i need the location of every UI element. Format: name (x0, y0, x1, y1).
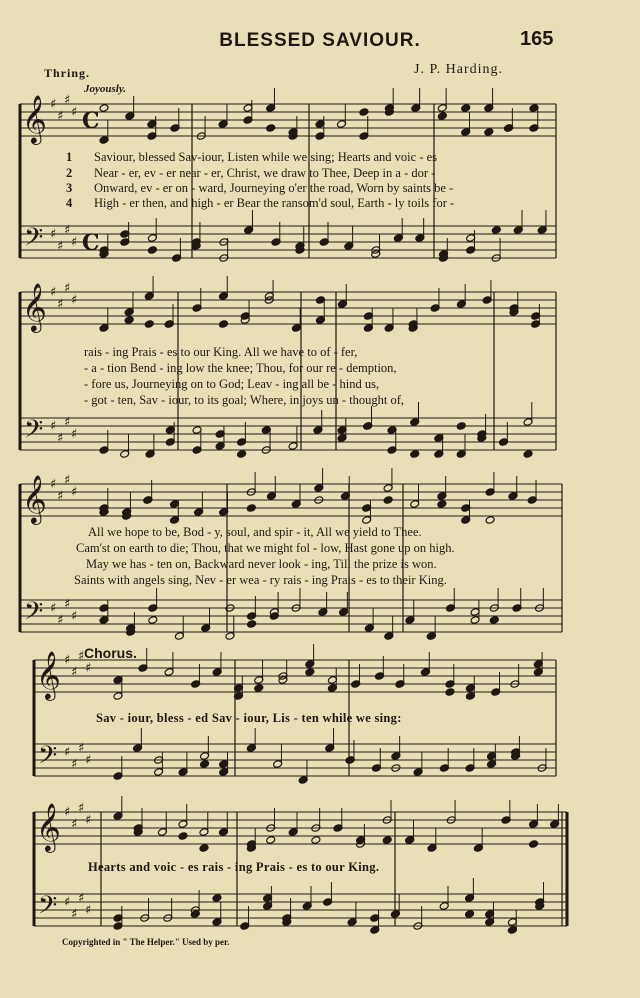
system-3-bass-notehead (426, 632, 436, 641)
system-2-treble-notehead (164, 320, 174, 329)
system-4-bass-notehead (200, 760, 210, 769)
tune-name: Thring. (44, 66, 91, 80)
system-2-treble-notehead (218, 320, 228, 329)
system-2-bass-notehead (456, 422, 466, 431)
sharp-icon: ♯ (64, 93, 71, 108)
verse-number: 4 (66, 196, 73, 210)
sharp-icon: ♯ (57, 431, 64, 446)
system-1-treble-notehead (461, 104, 471, 113)
common-time-icon: C (82, 230, 100, 256)
sharp-icon: ♯ (71, 665, 78, 680)
system-1-treble-notehead (437, 112, 447, 121)
sharp-icon: ♯ (64, 597, 71, 612)
system-4-treble-notehead (445, 688, 455, 697)
system-1-bass-notehead (491, 226, 501, 235)
sharp-icon: ♯ (71, 485, 78, 500)
system-1-treble-notehead (266, 124, 276, 133)
sharp-icon: ♯ (50, 97, 57, 112)
system-2-treble-notehead (144, 320, 154, 329)
sharp-icon: ♯ (78, 891, 85, 906)
sharp-icon: ♯ (71, 757, 78, 772)
sharp-icon: ♯ (64, 223, 71, 238)
system-2-bass-notehead (410, 450, 420, 459)
sharp-icon: ♯ (57, 239, 64, 254)
sharp-icon: ♯ (85, 903, 92, 918)
verse-number: 3 (66, 181, 73, 195)
treble-clef-icon: 𝄞 (22, 282, 47, 331)
system-1-treble-notehead (484, 128, 494, 137)
composer-credit: J. P. Harding. (414, 62, 504, 77)
verse-1-line-3: All we hope to be, Bod - y, soul, and spir - it, All we yield to Thee. (88, 525, 422, 539)
sharp-icon: ♯ (57, 613, 64, 628)
system-3-treble-notehead (383, 496, 393, 505)
sharp-icon: ♯ (57, 297, 64, 312)
sharp-icon: ♯ (71, 427, 78, 442)
sharp-icon: ♯ (64, 653, 71, 668)
verse-2-line-2: - a - tion Bend - ing low the knee; Thou, for our re - demption, (84, 361, 397, 375)
system-3-bass-notehead (489, 616, 499, 625)
sharp-icon: ♯ (50, 227, 57, 242)
sharp-icon: ♯ (64, 473, 71, 488)
sharp-icon: ♯ (78, 801, 85, 816)
system-4-treble-notehead (395, 680, 405, 689)
system-3-treble-notehead (437, 500, 447, 509)
bass-clef-icon: 𝄢 (38, 741, 58, 776)
sharp-icon: ♯ (50, 419, 57, 434)
sharp-icon: ♯ (50, 601, 57, 616)
verse-1-line-2: rais - ing Prais - es to our King. All we have to of - fer, (84, 345, 358, 359)
system-5-treble-notehead (178, 832, 188, 841)
verse-2-line-1: Near - er, ev - er near - er, Christ, we draw to Thee, Deep in a - dor - (94, 166, 436, 180)
sharp-icon: ♯ (64, 745, 71, 760)
system-3-treble-notehead (246, 504, 256, 513)
verse-3-line-1: Onward, ev - er on - ward, Journeying o'er the road, Worn by saints be - (94, 181, 454, 195)
system-4-treble-notehead (254, 684, 264, 693)
bass-clef-icon: 𝄢 (24, 597, 44, 632)
verse-3-line-2: - fore us, Journeying on to God; Leav - ing all be - hind us, (84, 377, 380, 391)
system-1-treble-notehead (504, 124, 514, 133)
treble-clef-icon: 𝄞 (22, 474, 47, 523)
page-number: 165 (520, 28, 554, 50)
treble-clef-icon: 𝄞 (22, 94, 47, 143)
sharp-icon: ♯ (71, 907, 78, 922)
bass-clef-icon: 𝄢 (38, 891, 58, 926)
bass-clef-icon: 𝄢 (24, 415, 44, 450)
sharp-icon: ♯ (85, 813, 92, 828)
system-5-treble-notehead (266, 836, 276, 845)
system-3-treble-notehead (143, 496, 153, 505)
sharp-icon: ♯ (57, 109, 64, 124)
system-2-bass-notehead (523, 450, 533, 459)
sharp-icon: ♯ (85, 753, 92, 768)
sharp-icon: ♯ (71, 235, 78, 250)
verse-4-line-3: Saints with angels sing, Nev - er wea - ry rais - ing Prais - es to their King. (74, 573, 447, 587)
system-3-treble-notehead (485, 516, 495, 525)
verse-2-line-3: Cam'st on earth to die; Thou, that we might fol - low, Hast gone up on high. (76, 541, 455, 555)
system-3-bass-notehead (148, 616, 158, 625)
sharp-icon: ♯ (64, 281, 71, 296)
sharp-icon: ♯ (64, 415, 71, 430)
system-5-treble-notehead (311, 836, 321, 845)
system-3-bass-notehead (247, 620, 257, 629)
sharp-icon: ♯ (71, 609, 78, 624)
system-5-treble-notehead (405, 836, 415, 845)
verse-number: 2 (66, 166, 73, 180)
verse-3-line-3: May we has - ten on, Backward never look - ing, Till the prize is won. (86, 557, 437, 571)
chorus-label: Chorus. (84, 645, 137, 661)
system-4-bass-notehead (345, 756, 355, 765)
system-5-bass-notehead (465, 910, 475, 919)
treble-clef-icon: 𝄞 (36, 650, 61, 699)
verse-number: 1 (66, 150, 73, 164)
system-5-treble-notehead (382, 836, 392, 845)
bass-clef-icon: 𝄢 (24, 223, 44, 258)
treble-clef-icon: 𝄞 (36, 802, 61, 851)
system-5-bass-notehead (212, 894, 222, 903)
copyright-notice: Copyrighted in " The Helper." Used by per. (62, 937, 230, 947)
sharp-icon: ♯ (78, 741, 85, 756)
verse-4-line-1: High - er then, and high - er Bear the ransom'd soul, Earth - ly toils for - (94, 196, 455, 210)
system-2-bass-notehead (363, 422, 373, 431)
chorus-line-1: Sav - iour, bless - ed Sav - iour, Lis - ten while we sing: (96, 711, 402, 725)
chorus-line-2: Hearts and voic - es rais - ing Prais - es to our King. (88, 860, 380, 874)
verse-4-line-2: - got - ten, Sav - iour, to its goal; Where, in joys un - thought of, (84, 393, 405, 407)
tempo-marking: Joyously. (84, 83, 127, 95)
sharp-icon: ♯ (85, 661, 92, 676)
sharp-icon: ♯ (71, 293, 78, 308)
sharp-icon: ♯ (50, 285, 57, 300)
system-1-treble-notehead (99, 104, 109, 113)
verse-1-line-1: Saviour, blessed Sav-iour, Listen while we sing; Hearts and voic - es (94, 150, 438, 164)
system-1-treble-notehead (359, 108, 369, 117)
sharp-icon: ♯ (64, 895, 71, 910)
system-1-bass-notehead (147, 246, 157, 255)
system-5-treble-notehead (199, 844, 209, 853)
sharp-icon: ♯ (71, 105, 78, 120)
system-2-treble-notehead (337, 300, 347, 309)
system-4-treble-notehead (305, 668, 315, 677)
system-5-treble-notehead (529, 840, 539, 849)
sharp-icon: ♯ (50, 477, 57, 492)
common-time-icon: C (82, 108, 100, 134)
sharp-icon: ♯ (64, 805, 71, 820)
hymn-title: BLESSED SAVIOUR. (219, 30, 421, 51)
system-2-treble-notehead (124, 316, 134, 325)
system-2-bass-notehead (237, 450, 247, 459)
system-4-treble-notehead (420, 668, 430, 677)
sharp-icon: ♯ (57, 489, 64, 504)
sharp-icon: ♯ (71, 817, 78, 832)
sharp-icon: ♯ (78, 649, 85, 664)
